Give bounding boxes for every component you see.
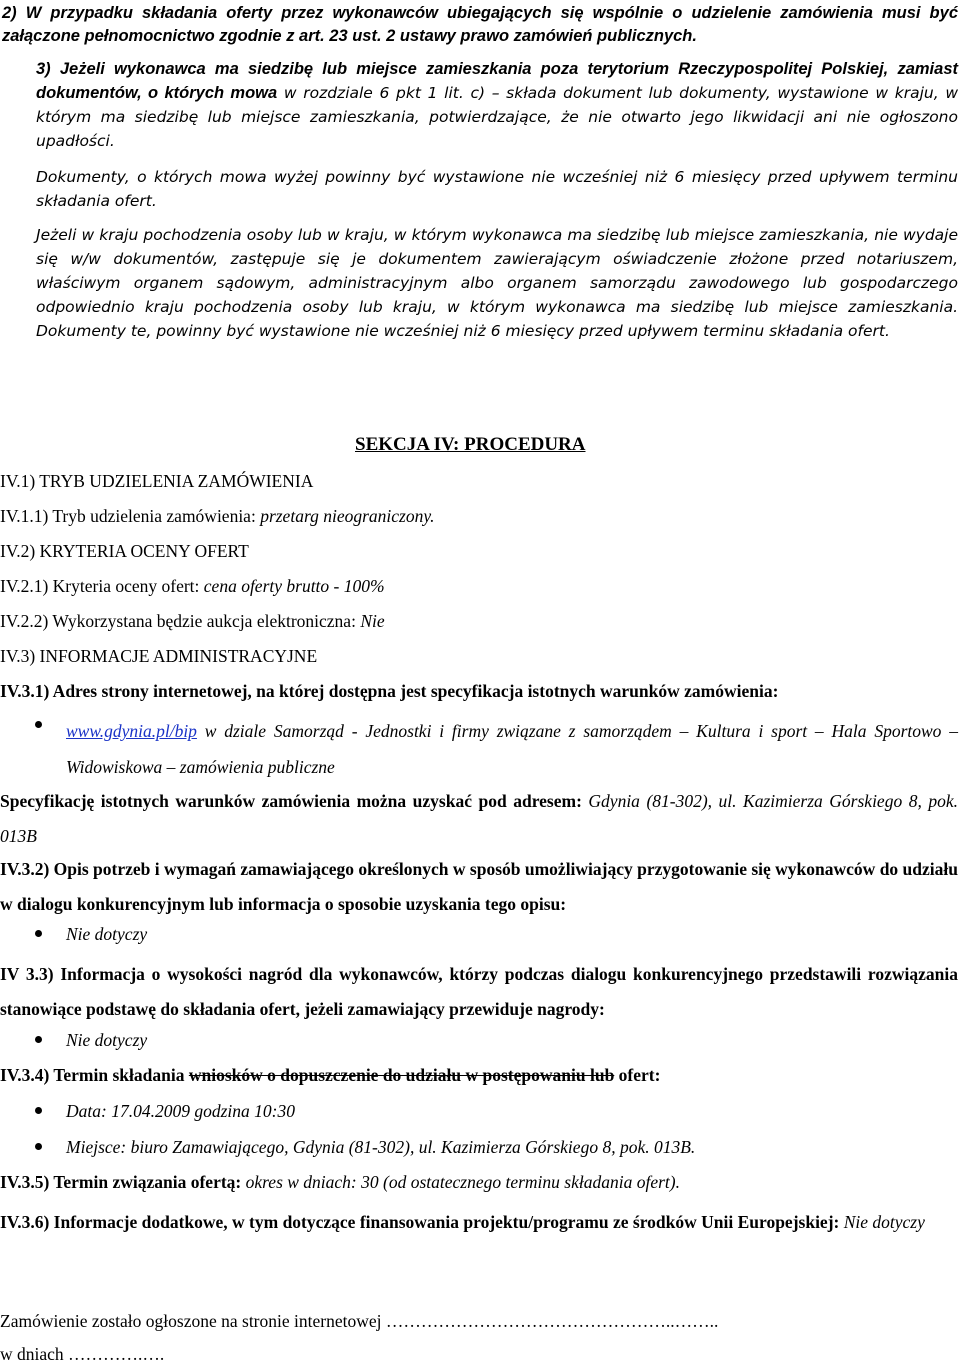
iv35-label: IV.3.5) Termin związania ofertą: xyxy=(0,1172,242,1192)
notary-statement-paragraph: Jeżeli w kraju pochodzenia osoby lub w kraju, w którym wykonawca ma siedzibę lub miejsce zamieszkania, nie wydaje się w/w dokumentów, zastępuje się je dokumentem zawierającym oświadczenie złożone przed notariuszem, właściwym organem sądowym, administracyjnym albo organem samorządu zawodowego lub gospodarczego odpowiednio kraju pochodzenia osoby lub kraju, w którym wykonawca ma siedzibę lub miejsce zamieszkania. Dokumenty te, powinny być wystawione nie wcześniej niż 6 miesięcy przed upływem terminu składania ofert. xyxy=(36,226,958,340)
iv31-label: IV.3.1) Adres strony internetowej, na której dostępna jest specyfikacja istotnych warunków zamówienia: xyxy=(0,681,779,701)
iv36-value: Nie dotyczy xyxy=(839,1212,925,1232)
days-line: w dniach ………….…. xyxy=(0,1344,165,1364)
iv22-label: IV.2.2) Wykorzystana będzie aukcja elektroniczna: xyxy=(0,611,356,631)
iv22-row xyxy=(0,609,385,633)
iv21-row xyxy=(0,574,385,598)
iv33-value: Nie dotyczy xyxy=(66,1030,148,1050)
iv32-value: Nie dotyczy xyxy=(66,924,148,944)
iv34-date: Data: 17.04.2009 godzina 10:30 xyxy=(66,1101,295,1121)
spec-address-value: Gdynia (81-302), ul. Kazimierza Górskiego 8, pok. 013B xyxy=(0,791,958,846)
iv34-label-end: ofert: xyxy=(614,1065,661,1085)
iv32-label: IV.3.2) Opis potrzeb i wymagań zamawiającego określonych w sposób umożliwiający przygotowanie się wykonawców do udziału w dialogu konkurencyjnym lub informacja o sposobie uzyskania tego opisu: xyxy=(0,859,958,914)
iv11-label: IV.1.1) Tryb udzielenia zamówienia: xyxy=(0,506,256,526)
spec-address-paragraph xyxy=(0,784,958,854)
bullet-icon xyxy=(35,721,42,728)
iv33-label: IV 3.3) Informacja o wysokości nagród dla wykonawców, którzy podczas dialogu konkurencyjnego przedstawili rozwiązania stanowiące podstawę do składania ofert, jeżeli zamawiający przewiduje nagrody: xyxy=(0,964,958,1019)
iv36-label: IV.3.6) Informacje dodatkowe, w tym dotyczące finansowania projektu/programu ze środków Unii Europejskiej: xyxy=(0,1212,840,1232)
iv35-row xyxy=(0,1170,680,1194)
iv31-url-description: w dziale Samorząd - Jednostki i firmy związane z samorządem – Kultura i sport – Hala Sportowo – Widowiskowa – zamówienia publiczne xyxy=(66,721,958,777)
iv35-value: okres w dniach: 30 (od ostatecznego terminu składania ofert). xyxy=(241,1172,680,1192)
item-2-paragraph: 2) W przypadku składania oferty przez wykonawców ubiegających się wspólnie o udzielenie zamówienia musi być załączone pełnomocnictwo zgodnie z art. 23 ust. 2 ustawy prawo zamówień publicznych. xyxy=(2,4,958,45)
iv11-value: przetarg nieograniczony. xyxy=(255,506,435,526)
bullet-icon xyxy=(35,930,42,937)
spec-address-label: Specyfikację istotnych warunków zamówienia można uzyskać pod adresem: xyxy=(0,791,582,811)
iv36-paragraph xyxy=(0,1205,958,1240)
iv34-label: IV.3.4) Termin składania xyxy=(0,1065,189,1085)
iv22-value: Nie xyxy=(355,611,385,631)
bullet-icon xyxy=(35,1143,42,1150)
item-3-bold-text: 3) Jeżeli wykonawca ma siedzibę lub miejsce zamieszkania poza terytorium Rzeczypospolitej Polskiej, zamiast dokumentów, o których mowa xyxy=(36,60,958,102)
item-3-text: w rozdziale 6 pkt 1 lit. c) – składa dokument lub dokumenty, wystawione w kraju, w którym ma siedzibę lub miejsce zamieszkania, potwierdzające, że nie otwarto jego likwidacji ani nie ogłoszono upadłości. xyxy=(36,84,959,150)
iv1-heading: IV.1) TRYB UDZIELENIA ZAMÓWIENIA xyxy=(0,471,314,491)
iv34-row xyxy=(0,1063,660,1087)
iv2-heading: IV.2) KRYTERIA OCENY OFERT xyxy=(0,541,249,561)
bullet-icon xyxy=(35,1107,42,1114)
iv11-row xyxy=(0,504,435,528)
iv21-value: cena oferty brutto - 100% xyxy=(199,576,385,596)
iv31-url-item xyxy=(66,713,958,785)
item-3-paragraph xyxy=(36,57,958,153)
iv21-label: IV.2.1) Kryteria oceny ofert: xyxy=(0,576,200,596)
published-line: Zamówienie zostało ogłoszone na stronie internetowej …………………………………………..…….. xyxy=(0,1311,719,1331)
bip-link[interactable]: www.gdynia.pl/bip xyxy=(66,721,197,741)
iv34-struck-text: wniosków o dopuszczenie do udziału w postępowaniu lub xyxy=(188,1065,615,1085)
bullet-icon xyxy=(35,1036,42,1043)
documents-validity-paragraph: Dokumenty, o których mowa wyżej powinny być wystawione nie wcześniej niż 6 miesięcy przed upływem terminu składania ofert. xyxy=(36,168,958,210)
section-title: SEKCJA IV: PROCEDURA xyxy=(355,434,586,455)
iv34-place: Miejsce: biuro Zamawiającego, Gdynia (81-302), ul. Kazimierza Górskiego 8, pok. 013B. xyxy=(66,1137,696,1157)
iv3-heading: IV.3) INFORMACJE ADMINISTRACYJNE xyxy=(0,646,318,666)
